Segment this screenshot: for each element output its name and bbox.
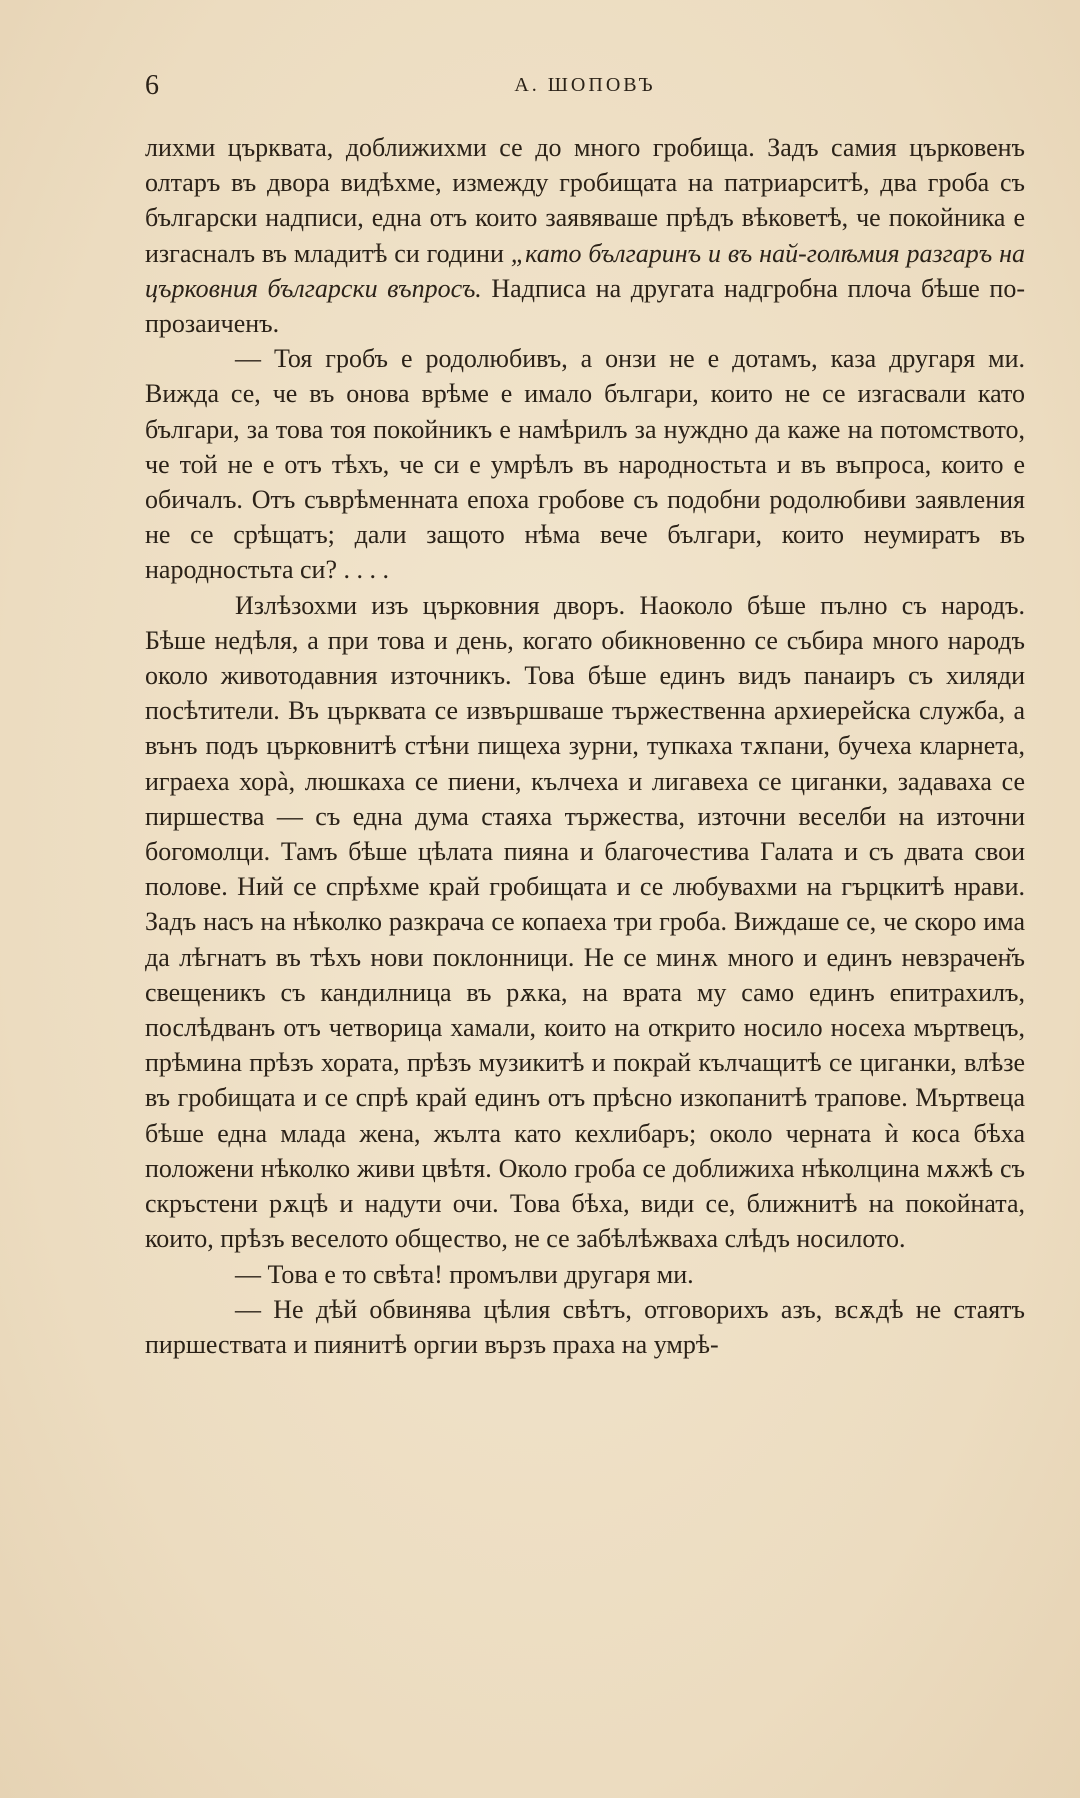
paragraph-3: Излѣзохми изъ църковния дворъ. Наоколо бѣше пълно съ народъ. Бѣше недѣля, а при това и день, когато обикновенно се събира много народъ около животодавния източникъ. Това бѣше единъ видъ панаиръ съ хиляди посѣтители. Въ църквата се извършваше тържественна архиерейска служба, а вънъ подъ църковнитѣ стѣни пищеха зурни, тупкаха тѫпани, бучеха кларнета, играеха хорà, люшкаха се пиени, кълчеха и лигавеха се циганки, задаваха се пиршества — съ една дума стаяха тържества, източни веселби на източни богомолци. Тамъ бѣше цѣлата пияна и благочестива Галата и съ двата свои полове. Ний се спрѣхме край гробищата и се любувахми на гърцкитѣ нрави. Задъ насъ на нѣколко разкрача се копаеха три гроба. Виждаше се, че скоро има да лѣгнатъ въ тѣхъ нови поклонници. Не се минѫ много и единъ невзрачен̆ъ свещеникъ съ кандилница въ рѫка, на врата му само единъ епитрахилъ, послѣдванъ отъ четворица хамали, които на открито носило носеха мъртвецъ, прѣмина прѣзъ хората, прѣзъ музикитѣ и покрай кълчащитѣ се циганки, влѣзе въ гробищата и се спрѣ край единъ отъ прѣсно изкопанитѣ трапове. Мъртвеца бѣше една млада жена, жълта като кехлибаръ; около черната ѝ коса бѣха положени нѣколко живи цвѣтя. Около гроба се доближиха нѣколцина мѫжѣ съ скръстени рѫцѣ и надути очи. Това бѣха, види се, ближнитѣ на покойната, които, прѣзъ веселото общество, не се забѣлѣжваха слѣдъ носилото. [145,590,1025,1254]
page-header [145,70,1025,110]
body-text [145,130,1025,1362]
paragraph-1 [145,130,1025,341]
paragraph-5: — Не дѣй обвинява цѣлия свѣтъ, отговорихъ азъ, всѫдѣ не стаятъ пиршествата и пиянитѣ оргии вързъ праха на умрѣ- [145,1294,1025,1359]
running-head: А. ШОПОВЪ [514,74,656,96]
paragraph-4: — Това е то свѣта! промълви другаря ми. [235,1259,694,1289]
paragraph-1-italic-quote: „като българинъ и въ най-голѣмия разгаръ на църковния български въпросъ. [145,238,1025,303]
paragraph-2: — Тоя гробъ е родолюбивъ, а онзи не е дотамъ, каза другаря ми. Вижда се, че въ онова врѣме е имало българи, които не се изгасвали като българи, за това тоя покойникъ е намѣрилъ за нуждно да каже на потомството, че той не е отъ тѣхъ, че си е умрѣлъ въ народностьта и въ въпроса, които е обичалъ. Отъ съврѣменната епоха гробове съ подобни родолюбиви заявления не се срѣщатъ; дали защото нѣма вече българи, които неумиратъ въ народностьта си? . . . . [145,344,1025,585]
page-number: 6 [145,70,159,101]
paragraph-1-text-b: Надписа на другата надгробна плоча бѣше по-прозаиченъ. [145,273,1025,339]
paragraph-1-text-a: лихми църквата, доближихми се до много гробища. Задъ самия църковенъ олтаръ въ двора видѣхме, измежду гробищата на патриарситѣ, два гроба съ български надписи, една отъ които заявяваше прѣдъ вѣковетѣ, че покойника е изгасналъ въ младитѣ си години [145,133,1025,268]
